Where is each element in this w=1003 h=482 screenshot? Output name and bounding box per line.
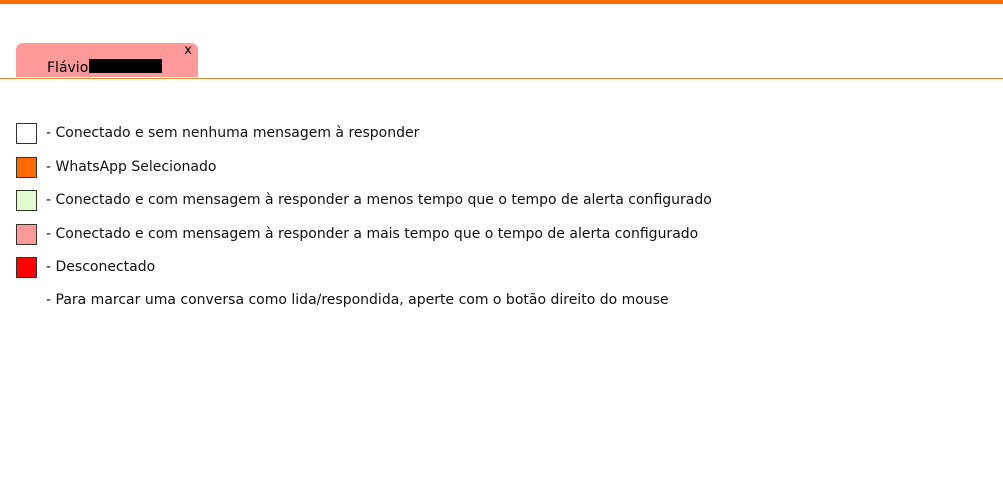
legend-text: - WhatsApp Selecionado (46, 159, 217, 175)
redaction-block (89, 59, 162, 73)
legend-text: - Conectado e com mensagem à responder a mais tempo que o tempo de alerta configurado (46, 226, 699, 242)
tab-contact[interactable] (16, 43, 198, 77)
legend-text: - Conectado e com mensagem à responder a menos tempo que o tempo de alerta configurado (46, 192, 712, 208)
legend-text: - Desconectado (46, 259, 156, 275)
legend-text: - Conectado e sem nenhuma mensagem à responder (46, 125, 420, 141)
legend-note-text: - Para marcar uma conversa como lida/respondida, aperte com o botão direito do mouse (46, 292, 669, 308)
swatch-orange (16, 157, 37, 178)
swatch-pink (16, 224, 37, 245)
swatch-light-green (16, 190, 37, 211)
top-accent-bar (0, 0, 1003, 4)
swatch-red (16, 257, 37, 278)
tab-label-text: Flávio (47, 60, 89, 76)
swatch-white (16, 123, 37, 144)
tab-label (47, 59, 162, 76)
tab-strip (0, 43, 1003, 79)
tab-close-icon[interactable]: x (184, 43, 192, 58)
